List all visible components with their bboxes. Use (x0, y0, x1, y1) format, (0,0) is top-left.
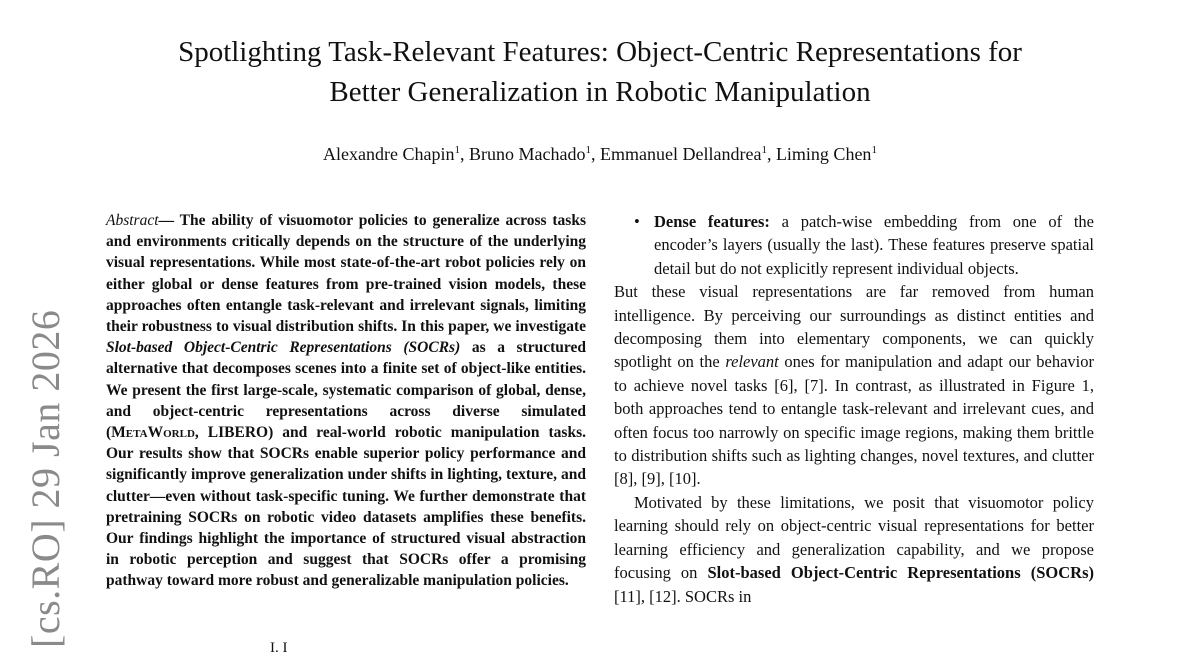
abstract-lead: Abstract (106, 212, 159, 229)
paper-title (0, 32, 1200, 112)
author-name: Alexandre Chapin (323, 144, 455, 164)
bullet-item (614, 210, 1094, 280)
author-name: Emmanuel Dellandrea (600, 144, 762, 164)
body-paragraph (614, 280, 1094, 491)
abstract-text: as a structured alternative that decomposes scenes into a finite set of object-like entities. We present the first large-scale, systematic comparison of global, dense, and object-centric representations across diverse simulated ( (106, 339, 586, 442)
author-list (0, 144, 1200, 165)
abstract-text: , LIBERO) and real-world robotic manipulation tasks. Our results show that SOCRs enable superior policy performance and significantly improve generalization under shifts in lighting, texture, and clutter—even without task-specific tuning. We further demonstrate that pretraining SOCRs on robotic video datasets amplifies these benefits. Our findings highlight the importance of structured visual abstraction in robotic perception and suggest that SOCRs offer a promising pathway toward more robust and generalizable manipulation policies. (106, 424, 586, 590)
paragraph-italic: relevant (725, 352, 779, 372)
bullet-label: Dense features: (654, 212, 770, 231)
author-name: Bruno Machado (469, 144, 586, 164)
author-separator: , (591, 144, 600, 164)
arxiv-side-stamp: [cs.RO] 29 Jan 2026 (23, 309, 68, 648)
abstract-text: The ability of visuomotor policies to generalize across tasks and environments critically depends on the structure of the underlying visual representations. While most state-of-the-art robot policies rely on either global or dense features from pre-trained vision models, these approaches often entangle task-relevant and irrelevant signals, limiting their robustness to visual distribution shifts. In this paper, we investigate (106, 212, 586, 336)
title-line-1: Spotlighting Task-Relevant Features: Object-Centric Representations for (178, 36, 1022, 68)
paragraph-bold: Slot-based Object-Centric Representations (SOCRs) (707, 563, 1094, 583)
author-separator: , (766, 144, 776, 164)
body-paragraph (614, 491, 1094, 608)
abstract-italic-term: Slot-based Object-Centric Representations (SOCRs) (106, 339, 461, 357)
author-affiliation: 1 (454, 144, 461, 156)
abstract (106, 210, 586, 592)
author-name: Liming Chen (775, 144, 872, 164)
author-affiliation: 1 (585, 144, 591, 156)
bullet-marker: • (634, 212, 640, 231)
title-line-2: Better Generalization in Robotic Manipulation (329, 76, 871, 108)
paragraph-text: ones for manipulation and adapt our behavior to achieve novel tasks [6], [7]. In contrast, as illustrated in Figure 1, both approaches tend to entangle task-relevant and irrelevant cues, and often focus too narrowly on specific image regions, making them brittle to distribution shifts such as lighting changes, novel textures, and clutter [8], [9], [10]. (614, 352, 1095, 489)
section-heading: I. I (270, 640, 288, 656)
author-separator: , (460, 144, 470, 164)
paragraph-text: Motivated by these limitations, we posit that visuomotor policy learning should rely on object-centric visual representations for better learning efficiency and generalization capability, and we propose focusing on (614, 492, 1094, 583)
bullet-text: a patch-wise embedding from one of the encoder’s layers (usually the last). These features preserve spatial detail but do not explicitly represent individual objects. (654, 212, 1094, 278)
author-affiliation: 1 (871, 144, 877, 156)
abstract-smallcaps-term: MetaWorld (111, 424, 195, 442)
paragraph-text: But these visual representations are far removed from human intelligence. By perceiving our surroundings as distinct entities and decomposing them into elementary components, we can quickly spotlight on the (614, 282, 1094, 372)
author-affiliation: 1 (761, 144, 767, 156)
paragraph-text: [11], [12]. SOCRs in (614, 586, 752, 606)
right-column (614, 210, 1094, 608)
abstract-dash: — (158, 212, 180, 229)
